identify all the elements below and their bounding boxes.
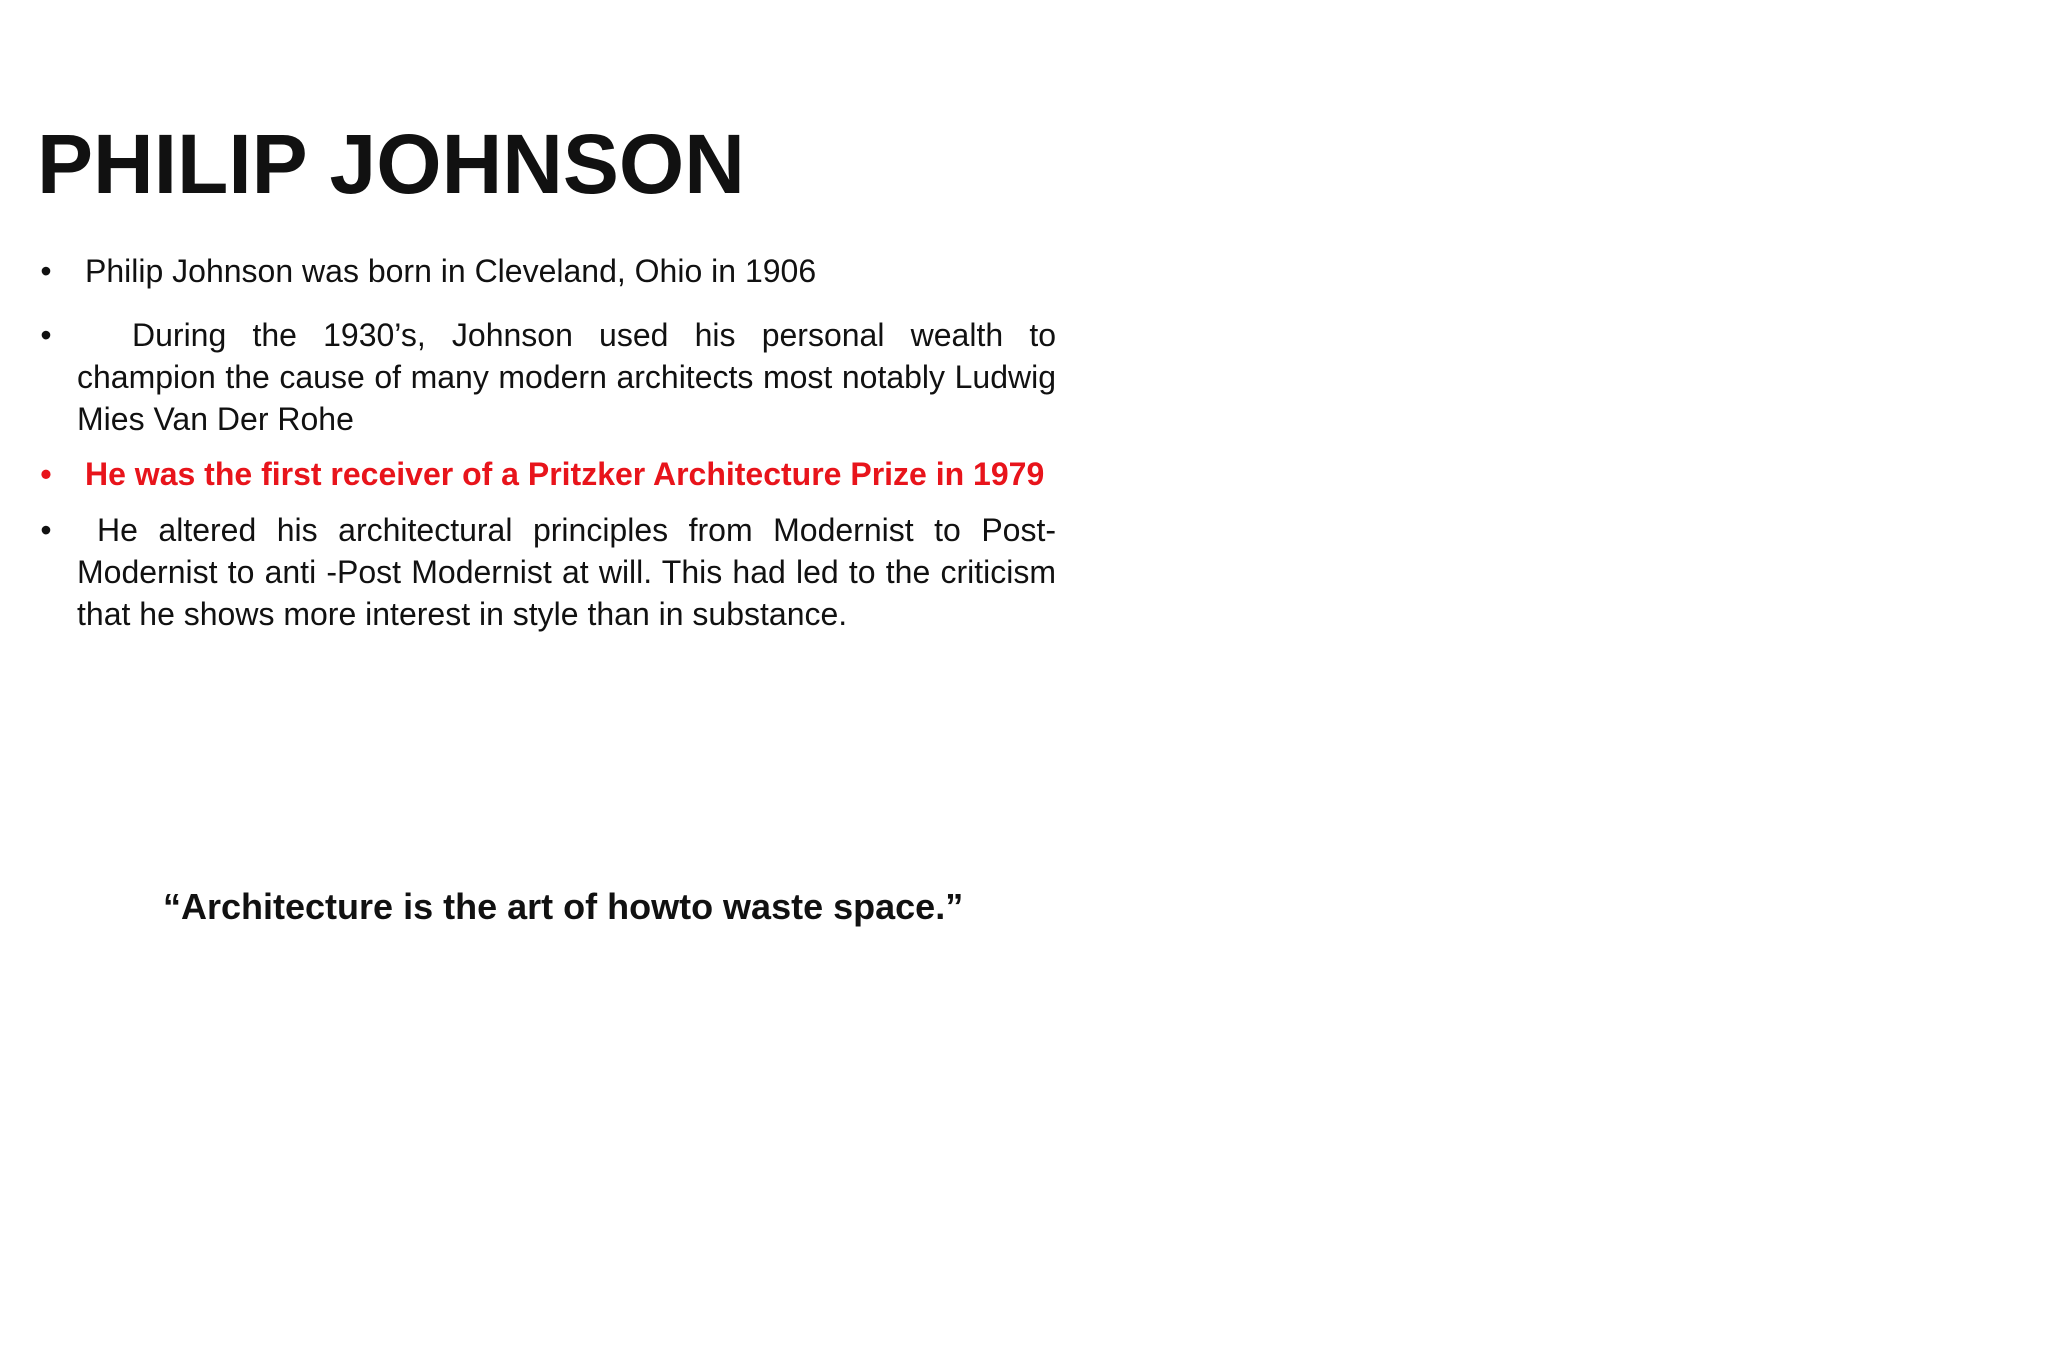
bullet-list <box>36 250 1056 648</box>
bullet-text: Philip Johnson was born in Cleveland, Ohio in 1906 <box>85 253 817 289</box>
bullet-dot-icon: • <box>40 512 52 548</box>
bullet-text: During the 1930’s, Johnson used his personal wealth to champion the cause of many modern architects most notably Ludwig Mies Van Der Rohe <box>77 317 1056 437</box>
bullet-item <box>36 509 1056 635</box>
bullet-dot-icon: • <box>40 253 52 289</box>
bullet-item <box>36 250 1056 292</box>
slide-title: PHILIP JOHNSON <box>37 117 745 211</box>
quote: “Architecture is the art of howto waste space.” <box>163 886 964 927</box>
bullet-text: He altered his architectural principles from Modernist to Post-Modernist to anti -Post Modernist at will. This had led to the criticism that he shows more interest in style than in substance. <box>77 512 1056 632</box>
bullet-item <box>36 314 1056 440</box>
bullet-item-highlight <box>36 453 1056 495</box>
bullet-text: He was the first receiver of a Pritzker Architecture Prize in 1979 <box>85 456 1045 492</box>
bullet-dot-icon: • <box>40 317 52 353</box>
bullet-dot-icon: • <box>40 456 52 492</box>
